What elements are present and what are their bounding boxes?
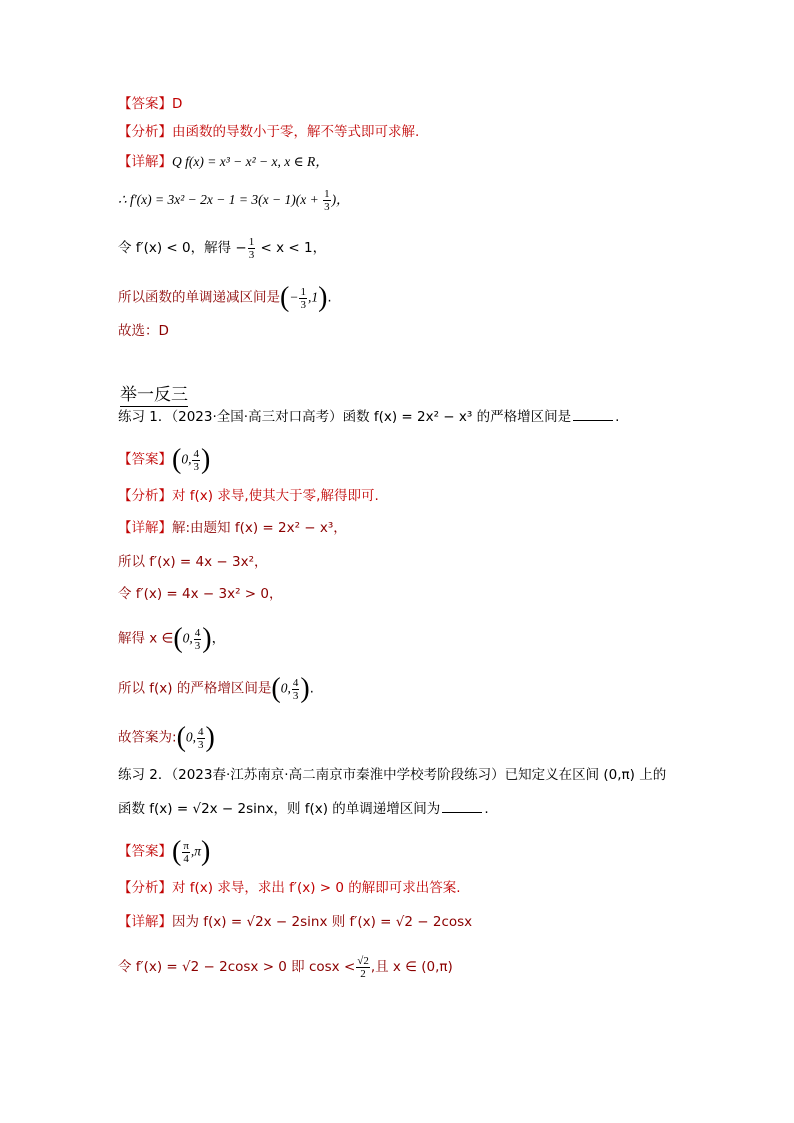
choose-line bbox=[118, 325, 169, 339]
ex1-step2 bbox=[118, 588, 282, 602]
ex2-question2-text: 函数 f(x) = √2x − 2sinx，则 f(x) 的单调递增区间为 bbox=[118, 801, 441, 817]
section-title: 举一反三 bbox=[120, 380, 188, 407]
inequality-a: 令 f′(x) < 0，解得 − bbox=[118, 240, 247, 256]
ex1-answer-tag: 【答案】 bbox=[118, 451, 172, 468]
detail-line bbox=[118, 155, 329, 170]
detail-eq1: Q f(x) = x³ − x² − x, x ∈ R， bbox=[172, 154, 329, 169]
ex1-step4-text: 所以 f(x) 的严格增区间是 bbox=[118, 680, 272, 697]
ex1-analysis-tag: 【分析】 bbox=[118, 488, 172, 504]
ex2-analysis-text: 对 f(x) 求导，求出 f′(x) > 0 的解即可求出答案. bbox=[172, 880, 461, 896]
interval1-text: 所以函数的单调递减区间是 bbox=[118, 289, 280, 306]
answer-line bbox=[118, 98, 182, 112]
ex2-answer-line: 【答案】( $\frac{\pi}{4}$ ,π) bbox=[118, 836, 211, 867]
ex1-step2-text: 令 f′(x) = 4x − 3x² > 0， bbox=[118, 586, 283, 602]
ex1-step4: 所以 f(x) 的严格增区间是(0, $\frac{4}{3}$ ). bbox=[118, 673, 314, 704]
fraction-pi-four: $\frac{\pi}{4}$ bbox=[183, 839, 189, 865]
detail-tag: 【详解】 bbox=[118, 154, 172, 170]
ex2-answer-tag: 【答案】 bbox=[118, 843, 172, 860]
ex1-step3: 解得 x ∈(0, $\frac{4}{3}$ )， bbox=[118, 623, 226, 654]
ex1-question-text: 练习 1．（2023·全国·高三对口高考）函数 f(x) = 2x² − x³ 的严格增区间是 bbox=[118, 409, 572, 425]
ex2-blank bbox=[442, 812, 482, 813]
ex2-detail-tag: 【详解】 bbox=[118, 914, 172, 930]
fraction-one-third-2: $\frac{1}{3}$ bbox=[248, 236, 255, 261]
ex2-detail-text: 因为 f(x) = √2x − 2sinx 则 f′(x) = √2 − 2cosx bbox=[172, 914, 473, 930]
ex2-question-line1 bbox=[118, 769, 666, 783]
fraction-four-third-3: $\frac{4}{3}$ bbox=[292, 676, 299, 702]
ex1-final: 故答案为:(0, $\frac{4}{3}$ ) bbox=[118, 722, 215, 753]
ex1-analysis-text: 对 f(x) 求导,使其大于零,解得即可. bbox=[172, 488, 379, 504]
ex2-let-a: 令 f′(x) = √2 − 2cosx > 0 即 cosx < bbox=[118, 959, 356, 975]
ex2-let-line bbox=[118, 955, 453, 980]
ex2-analysis-line bbox=[118, 882, 461, 896]
ex2-question-line2: 函数 f(x) = √2x − 2sinx，则 f(x) 的单调递增区间为 . bbox=[118, 801, 489, 817]
fraction-four-third-4: $\frac{4}{3}$ bbox=[198, 725, 204, 751]
ex1-step1 bbox=[118, 556, 268, 570]
ex2-let-b: ,且 x ∈ (0,π) bbox=[370, 959, 453, 975]
ex1-detail-line bbox=[118, 522, 347, 536]
fraction-one-third-3: $\frac{1}{3}$ bbox=[300, 285, 306, 311]
derivative-eq-b: )， bbox=[331, 192, 350, 207]
answer-tag: 【答案】 bbox=[118, 96, 172, 112]
analysis-text: 由函数的导数小于零，解不等式即可求解. bbox=[172, 124, 420, 140]
ex1-answer-line: 【答案】(0, $\frac{4}{3}$ ) bbox=[118, 444, 211, 475]
ex1-analysis-line bbox=[118, 490, 379, 504]
inequality-line bbox=[118, 236, 326, 261]
derivative-line bbox=[118, 188, 350, 213]
ex1-detail-tag: 【详解】 bbox=[118, 520, 172, 536]
ex1-step3-text: 解得 x ∈ bbox=[118, 630, 174, 647]
ex2-question1-text: 练习 2．（2023春·江苏南京·高二南京市秦淮中学校考阶段练习）已知定义在区间 (0,π) 上的 bbox=[118, 767, 667, 783]
ex2-detail-line bbox=[118, 916, 472, 930]
fraction-sqrt2-two: $\frac{√2}{2}$ bbox=[357, 955, 369, 980]
interval-line-1: 所以函数的单调递减区间是(− $\frac{1}{3}$ ,1). bbox=[118, 282, 332, 313]
analysis-line bbox=[118, 126, 419, 140]
answer-value: D bbox=[172, 96, 183, 112]
ex1-question: 练习 1．（2023·全国·高三对口高考）函数 f(x) = 2x² − x³ 的严格增区间是 . bbox=[118, 409, 620, 425]
ex1-step1-text: 所以 f′(x) = 4x − 3x²， bbox=[118, 554, 268, 570]
choose-text: 故选：D bbox=[118, 323, 169, 339]
ex2-analysis-tag: 【分析】 bbox=[118, 880, 172, 896]
fraction-four-third-2: $\frac{4}{3}$ bbox=[194, 626, 201, 652]
ex1-final-text: 故答案为: bbox=[118, 729, 177, 746]
ex1-blank bbox=[573, 420, 613, 421]
ex1-detail-text: 解:由题知 f(x) = 2x² − x³， bbox=[172, 520, 347, 536]
analysis-tag: 【分析】 bbox=[118, 124, 172, 140]
inequality-b: < x < 1， bbox=[256, 240, 327, 256]
derivative-eq-a: ∴ f′(x) = 3x² − 2x − 1 = 3(x − 1)(x + bbox=[118, 192, 323, 207]
fraction-four-third: $\frac{4}{3}$ bbox=[193, 447, 199, 473]
fraction-one-third: $\frac{1}{3}$ bbox=[324, 188, 330, 213]
